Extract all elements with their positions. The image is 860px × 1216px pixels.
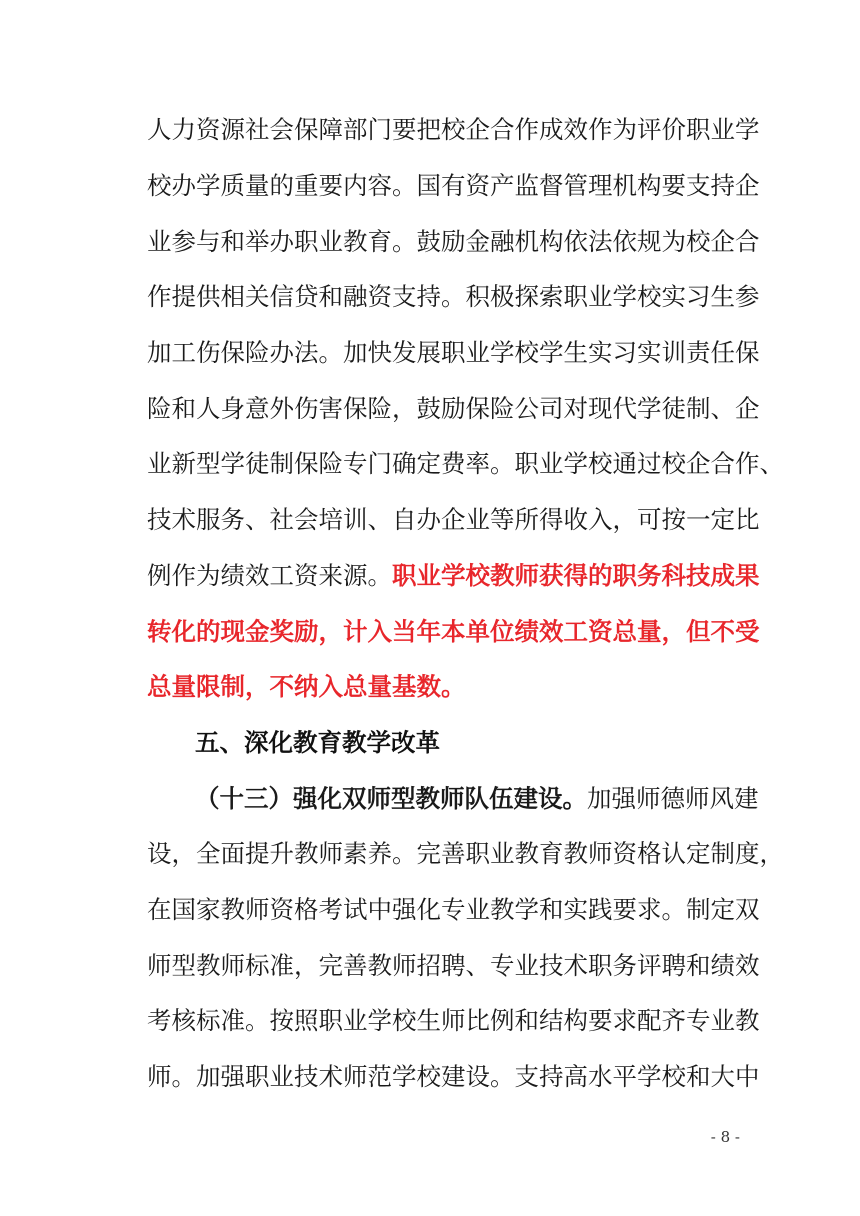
text-line: 作提供相关信贷和融资支持。积极探索职业学校实习生参 [147,282,760,311]
subsection-first-line [195,779,759,819]
page-number: - 8 - [710,1128,740,1146]
text-line: 人力资源社会保障部门要把校企合作成效作为评价职业学 [147,115,760,144]
text-line: 技术服务、社会培训、自办企业等所得收入，可按一定比 [147,505,760,534]
normal-text: 例作为绩效工资来源。 [147,561,392,590]
text-line: 加工伤保险办法。加快发展职业学校学生实习实训责任保 [147,338,760,367]
text-line: 校办学质量的重要内容。国有资产监督管理机构要支持企 [147,171,760,200]
highlighted-text: 职业学校教师获得的职务科技成果 [392,561,760,590]
text-line: 师。加强职业技术师范学校建设。支持高水平学校和大中 [147,1062,760,1091]
highlighted-text-line: 总量限制，不纳入总量基数。 [147,672,466,701]
text-line: 考核标准。按照职业学校生师比例和结构要求配齐专业教 [147,1006,760,1035]
section-heading: 五、深化教育教学改革 [195,728,440,757]
text-line: 业参与和举办职业教育。鼓励金融机构依法依规为校企合 [147,227,760,256]
text-line: 在国家教师资格考试中强化专业教学和实践要求。制定双 [147,895,760,924]
text-line: 设，全面提升教师素养。完善职业教育教师资格认定制度， [147,839,784,868]
subsection-text: 加强师德师风建 [587,784,759,813]
subsection-title: （十三）强化双师型教师队伍建设。 [195,784,587,813]
text-line-mixed [147,556,760,596]
text-line: 险和人身意外伤害保险，鼓励保险公司对现代学徒制、企 [147,394,760,423]
text-line: 业新型学徒制保险专门确定费率。职业学校通过校企合作、 [147,449,784,478]
text-line: 师型教师标准，完善教师招聘、专业技术职务评聘和绩效 [147,951,760,980]
highlighted-text-line: 转化的现金奖励，计入当年本单位绩效工资总量，但不受 [147,617,760,646]
